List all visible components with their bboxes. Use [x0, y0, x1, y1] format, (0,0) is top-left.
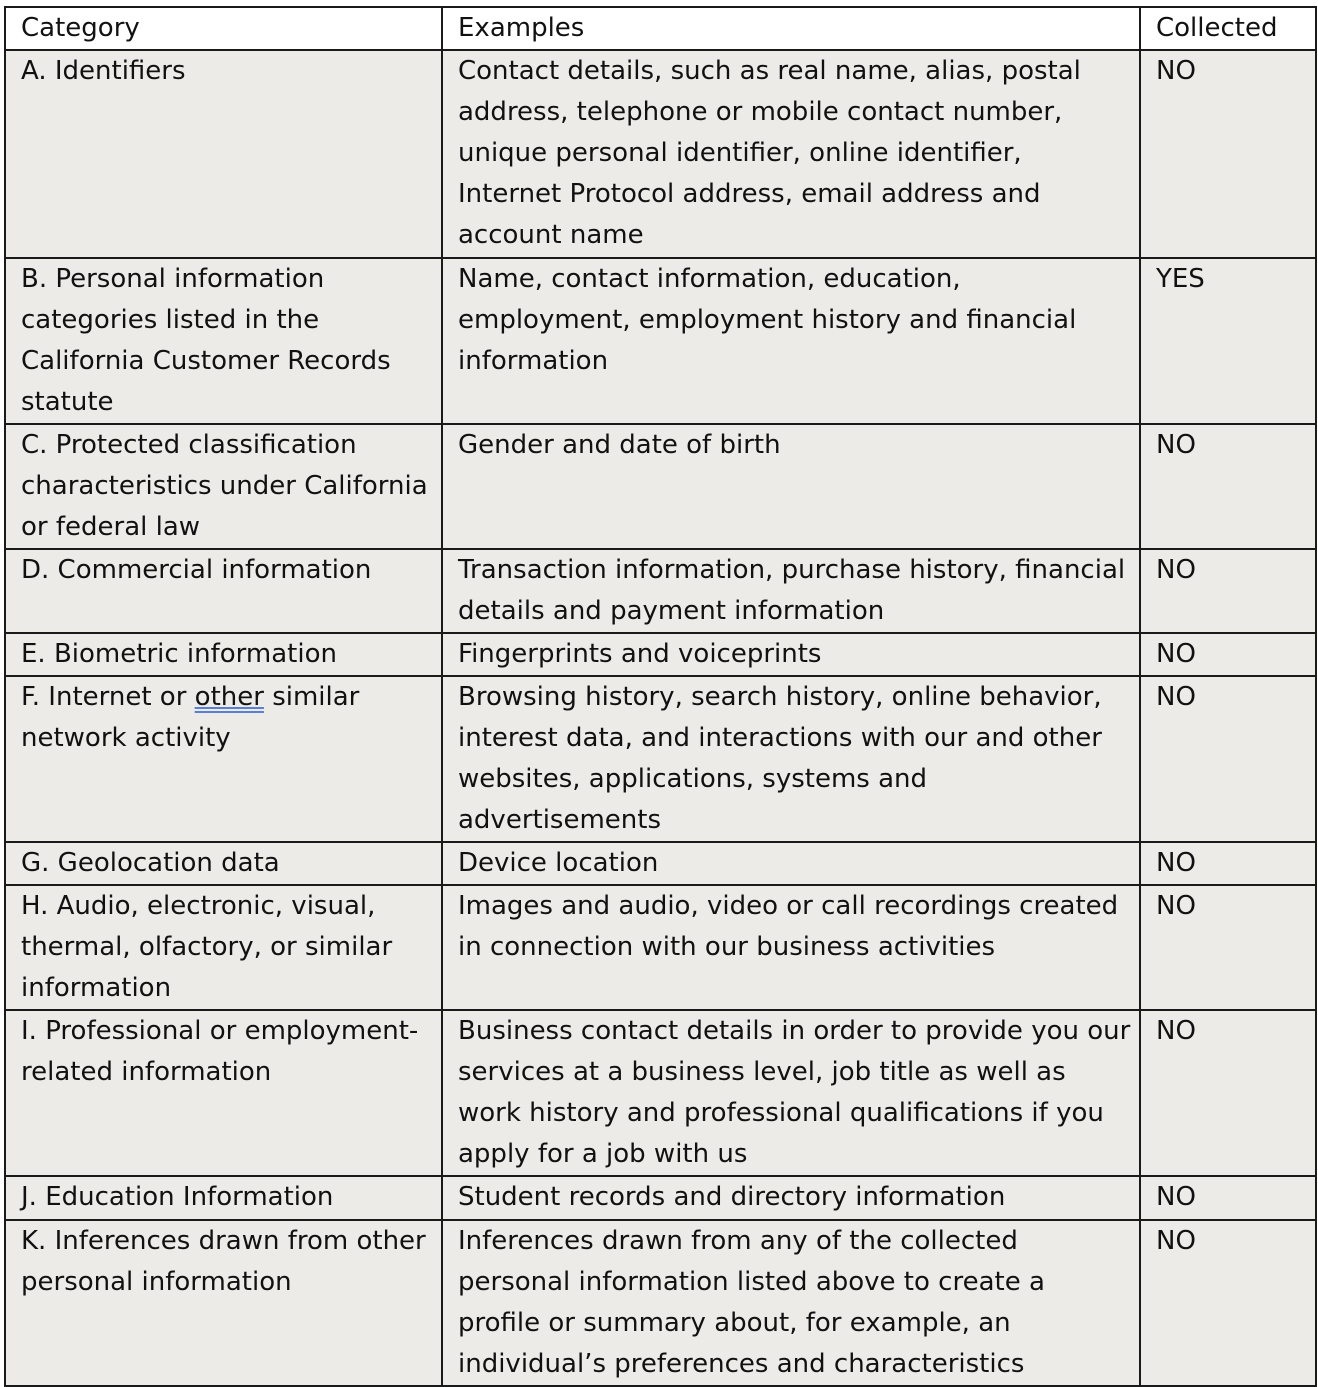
- category-cell: D. Commercial information: [5, 549, 442, 633]
- examples-cell: Gender and date of birth: [442, 424, 1140, 549]
- collected-cell: NO: [1140, 633, 1316, 676]
- examples-cell: Fingerprints and voiceprints: [442, 633, 1140, 676]
- collected-cell: NO: [1140, 1010, 1316, 1176]
- collected-cell: NO: [1140, 549, 1316, 633]
- category-cell: G. Geolocation data: [5, 842, 442, 885]
- category-cell: J. Education Information: [5, 1176, 442, 1220]
- collected-cell: NO: [1140, 424, 1316, 549]
- collected-cell: NO: [1140, 1220, 1316, 1386]
- table-row: [5, 1220, 1316, 1386]
- category-cell: K. Inferences drawn from other personal information: [5, 1220, 442, 1386]
- table-row: [5, 258, 1316, 424]
- examples-cell: Inferences drawn from any of the collected personal information listed above to create a profile or summary about, for example, an individual’s preferences and characteristics: [442, 1220, 1140, 1386]
- examples-cell: Business contact details in order to provide you our services at a business level, job title as well as work history and professional qualifications if you apply for a job with us: [442, 1010, 1140, 1176]
- examples-cell: Contact details, such as real name, alias, postal address, telephone or mobile contact number, unique personal identifier, online identifier, Internet Protocol address, email address and account name: [442, 50, 1140, 258]
- category-cell: [5, 676, 442, 842]
- category-text-before: F. Internet or: [21, 682, 195, 712]
- spellcheck-marked-word: other: [194, 682, 264, 712]
- category-cell: I. Professional or employment-related information: [5, 1010, 442, 1176]
- examples-cell: Transaction information, purchase history, financial details and payment information: [442, 549, 1140, 633]
- table-row: [5, 1176, 1316, 1220]
- collected-cell: YES: [1140, 258, 1316, 424]
- collected-cell: NO: [1140, 676, 1316, 842]
- category-cell: C. Protected classification characteristics under California or federal law: [5, 424, 442, 549]
- collected-cell: NO: [1140, 50, 1316, 258]
- category-cell: E. Biometric information: [5, 633, 442, 676]
- category-cell: B. Personal information categories listed in the California Customer Records statute: [5, 258, 442, 424]
- table-header-row: [5, 7, 1316, 50]
- collected-cell: NO: [1140, 1176, 1316, 1220]
- examples-cell: Student records and directory information: [442, 1176, 1140, 1220]
- collected-cell: NO: [1140, 885, 1316, 1010]
- table-row: [5, 885, 1316, 1010]
- table-row: [5, 633, 1316, 676]
- examples-cell: Browsing history, search history, online behavior, interest data, and interactions with our and other websites, applications, systems and advertisements: [442, 676, 1140, 842]
- category-cell: H. Audio, electronic, visual, thermal, olfactory, or similar information: [5, 885, 442, 1010]
- table-row: [5, 549, 1316, 633]
- header-collected: Collected: [1140, 7, 1316, 50]
- header-examples: Examples: [442, 7, 1140, 50]
- table-row: [5, 1010, 1316, 1176]
- collected-cell: NO: [1140, 842, 1316, 885]
- examples-cell: Images and audio, video or call recordings created in connection with our business activities: [442, 885, 1140, 1010]
- table-row: [5, 842, 1316, 885]
- examples-cell: Device location: [442, 842, 1140, 885]
- table-row: [5, 424, 1316, 549]
- category-text-after: similar network activity: [21, 682, 360, 753]
- category-cell: A. Identifiers: [5, 50, 442, 258]
- personal-information-categories-table: [4, 6, 1317, 1387]
- table-row: [5, 676, 1316, 842]
- examples-cell: Name, contact information, education, employment, employment history and financial information: [442, 258, 1140, 424]
- table-row: [5, 50, 1316, 258]
- header-category: Category: [5, 7, 442, 50]
